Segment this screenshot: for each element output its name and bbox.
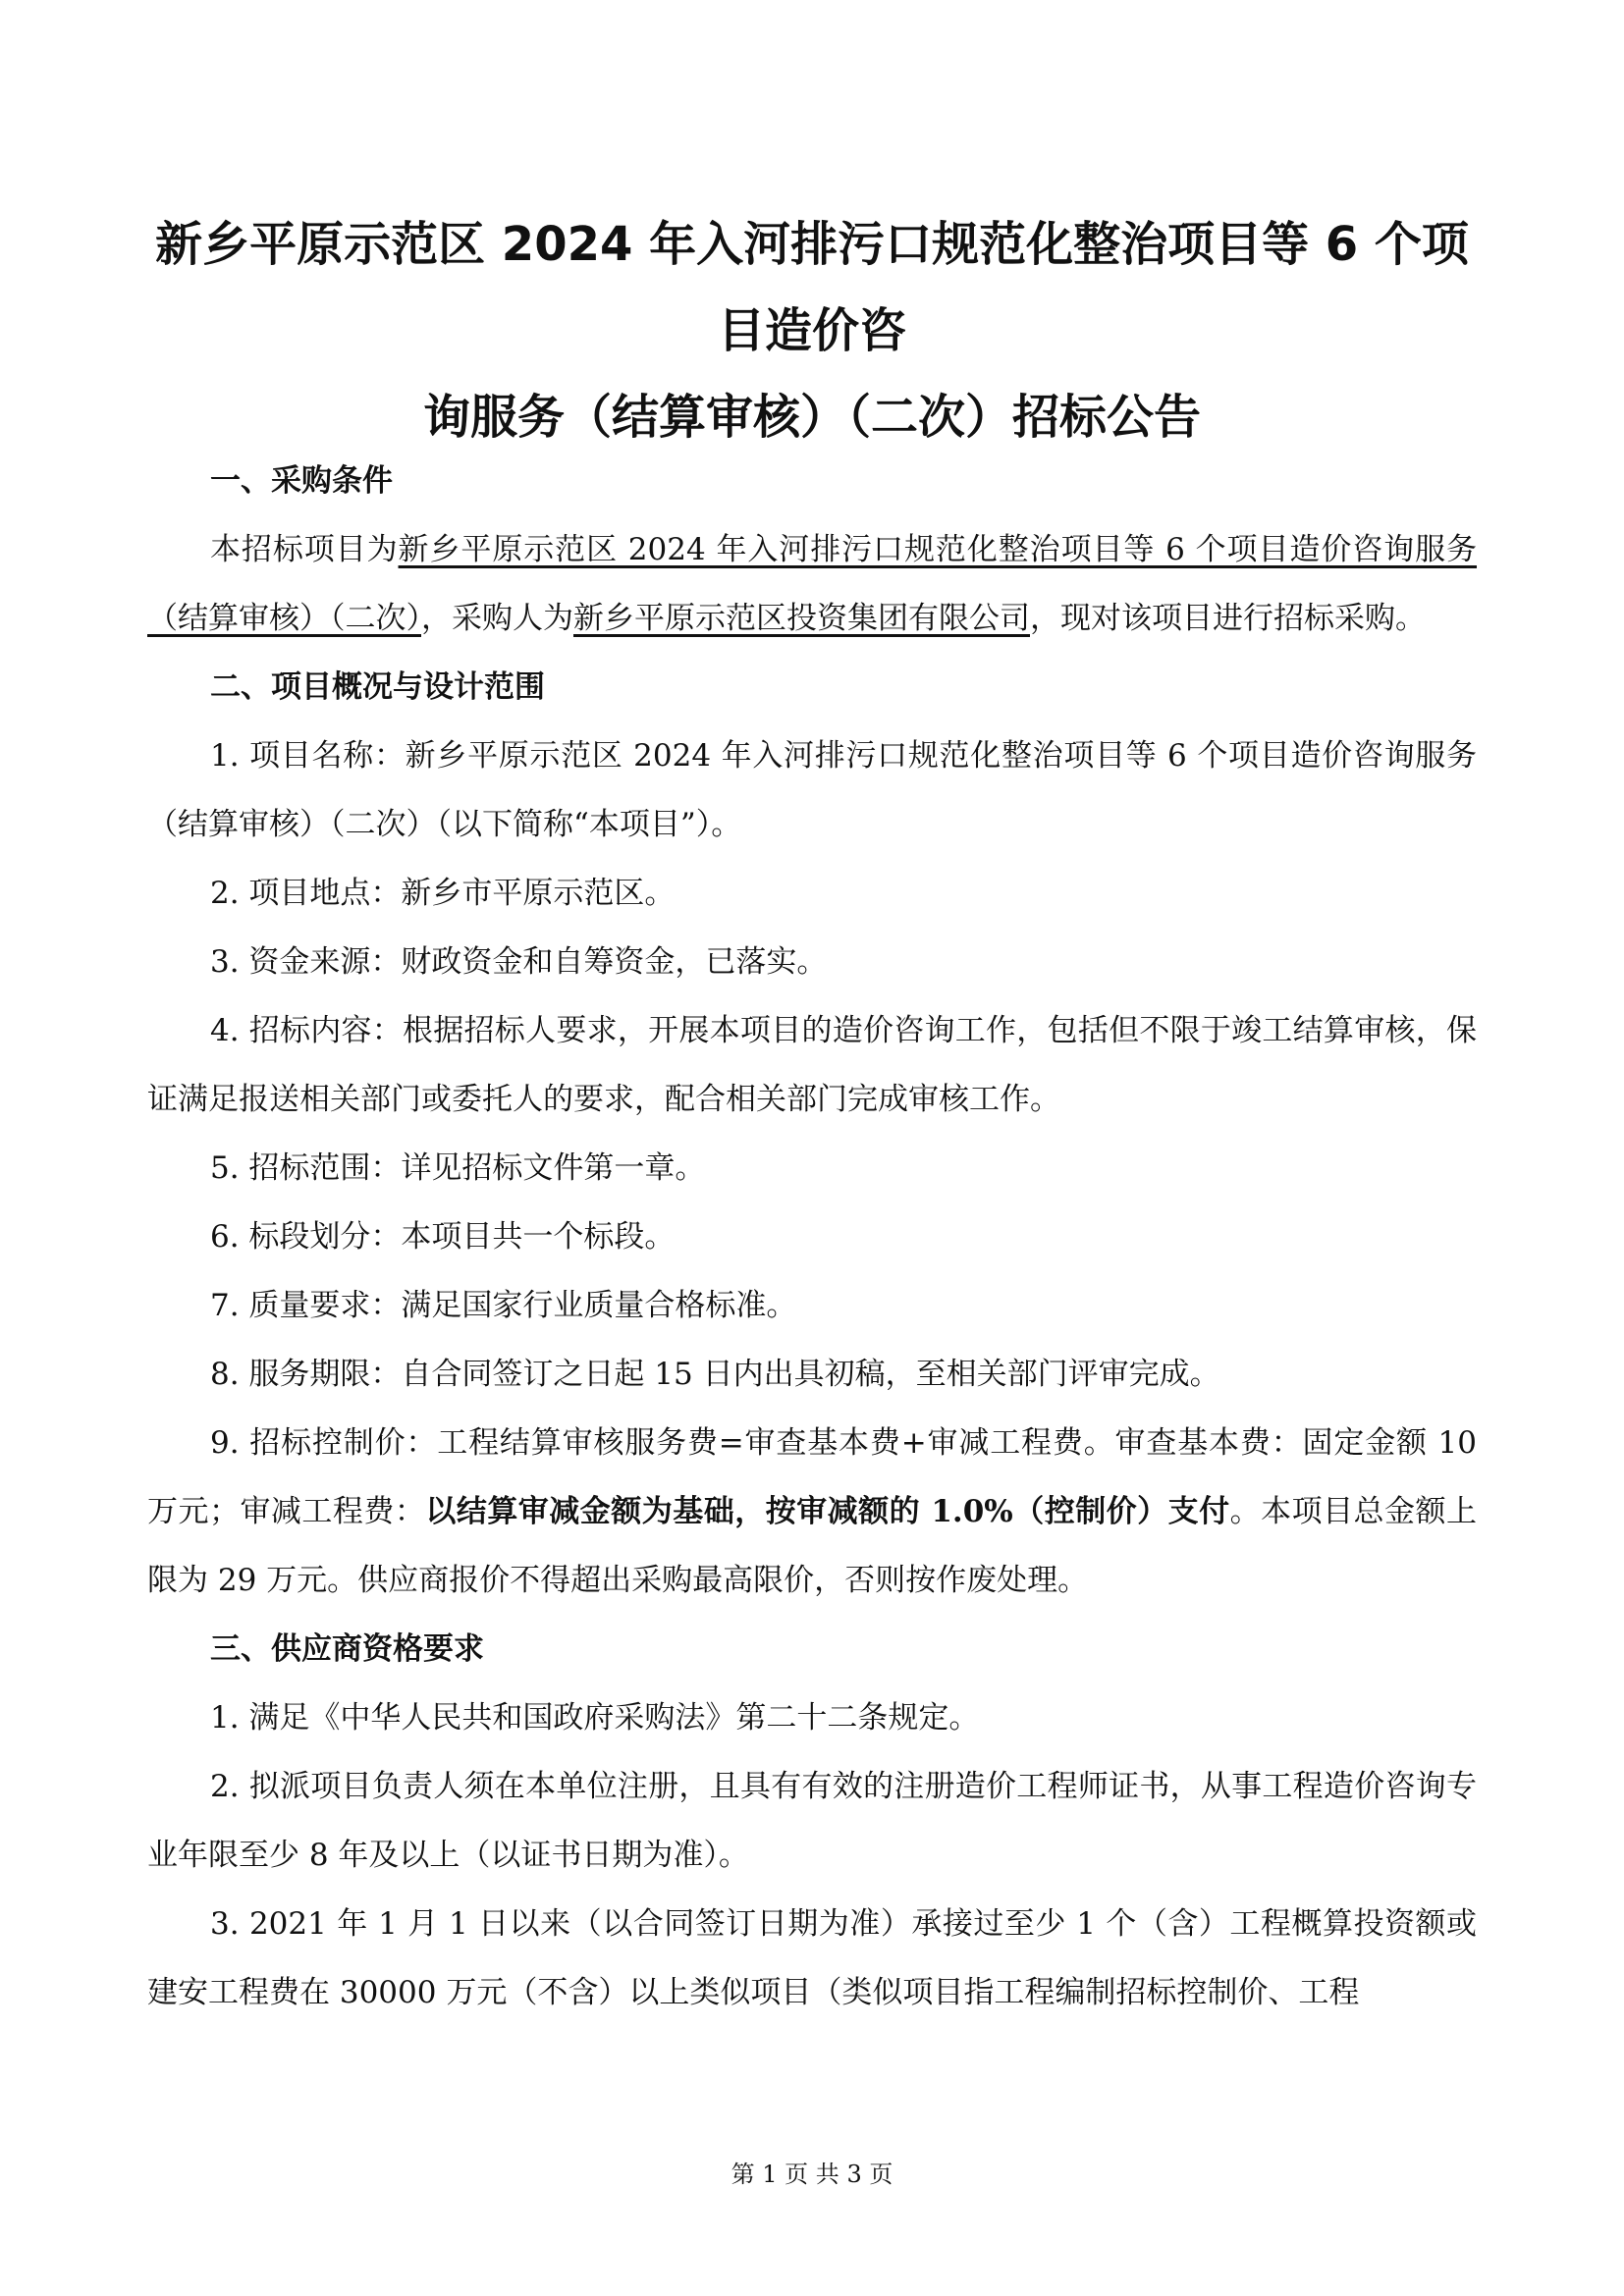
title-line-1: 新乡平原示范区 2024 年入河排污口规范化整治项目等 6 个项目造价咨 [155, 217, 1469, 358]
paragraph-procurement-conditions [147, 515, 1477, 653]
list-item: 2. 项目地点：新乡市平原示范区。 [210, 876, 676, 911]
list-item: 6. 标段划分：本项目共一个标段。 [210, 1219, 676, 1255]
document-body [147, 447, 1477, 2027]
text-run: 本招标项目为 [210, 532, 399, 567]
text-run: 9. 招标控制价：工程结算审核服务费=审查基本费+审减工程费。审查基本费：固定金额 10 万元；审减工程费： [147, 1425, 1477, 1529]
page-number-footer: 第 1 页 共 3 页 [731, 2161, 893, 2188]
bold-text-run: 以结算审减金额为基础，按审减额的 1.0%（控制价）支付 [425, 1494, 1230, 1529]
page-title [147, 201, 1477, 460]
list-item: 3. 资金来源：财政资金和自筹资金，已落实。 [210, 944, 828, 980]
text-run: ，采购人为 [421, 601, 573, 636]
list-item: 1. 满足《中华人民共和国政府采购法》第二十二条规定。 [210, 1700, 980, 1735]
list-item: 5. 招标范围：详见招标文件第一章。 [210, 1150, 706, 1186]
text-run: 。本项目总金额上限为 29 万元。供应商报价不得超出采购最高限价，否则按作废处理。 [147, 1494, 1478, 1598]
project-name-underlined: 新乡平原示范区 2024 年入河排污口规范化整治项目等 6 个项目造价咨询服务（结算审核）（二次） [147, 532, 1478, 636]
list-item: 7. 质量要求：满足国家行业质量合格标准。 [210, 1288, 797, 1323]
list-item: 8. 服务期限：自合同签订之日起 15 日内出具初稿，至相关部门评审完成。 [210, 1357, 1220, 1392]
section-heading-3: 三、供应商资格要求 [210, 1631, 484, 1667]
list-item-control-price [147, 1409, 1477, 1615]
section-heading-1: 一、采购条件 [210, 463, 393, 499]
list-item: 4. 招标内容：根据招标人要求，开展本项目的造价咨询工作，包括但不限于竣工结算审核，保证满足报送相关部门或委托人的要求，配合相关部门完成审核工作。 [147, 1013, 1477, 1117]
title-line-2: 询服务（结算审核）（二次）招标公告 [422, 390, 1201, 445]
section-heading-2: 二、项目概况与设计范围 [210, 669, 545, 705]
list-item: 2. 拟派项目负责人须在本单位注册，且具有有效的注册造价工程师证书，从事工程造价咨询专业年限至少 8 年及以上（以证书日期为准）。 [147, 1769, 1477, 1873]
list-item: 1. 项目名称：新乡平原示范区 2024 年入河排污口规范化整治项目等 6 个项目造价咨询服务（结算审核）（二次）（以下简称“本项目”）。 [147, 738, 1477, 842]
list-item: 3. 2021 年 1 月 1 日以来（以合同签订日期为准）承接过至少 1 个（含）工程概算投资额或建安工程费在 30000 万元（不含）以上类似项目（类似项目指工程编制招标控制价、工程 [147, 1906, 1477, 2010]
text-run: ，现对该项目进行招标采购。 [1030, 601, 1426, 636]
purchaser-name-underlined: 新乡平原示范区投资集团有限公司 [573, 601, 1030, 636]
